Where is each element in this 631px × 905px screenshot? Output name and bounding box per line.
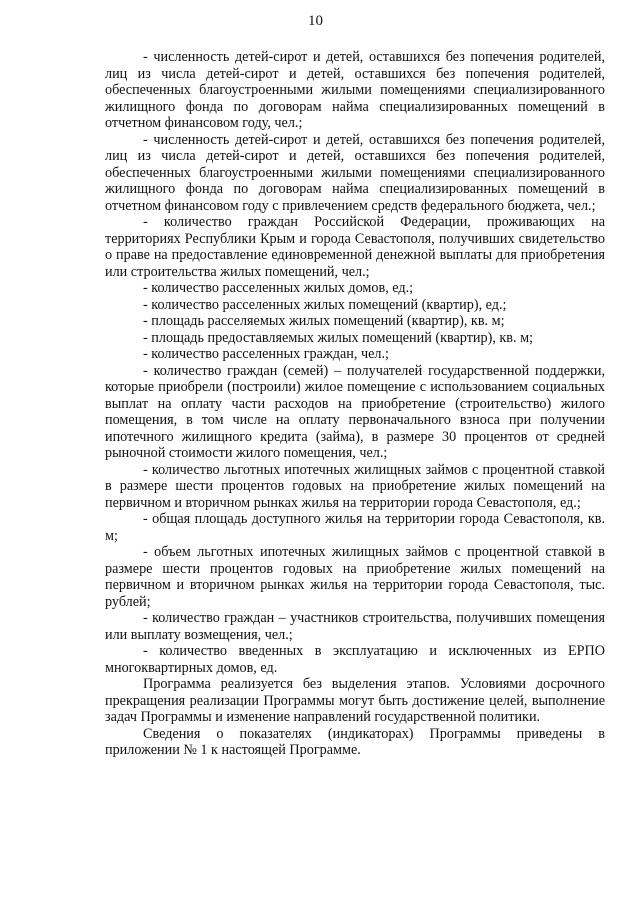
paragraph-mortgage-loans-volume: - объем льготных ипотечных жилищных займов с процентной ставкой в размере шести процентов годовых на приобретение жилых помещений на первичном и вторичном рынках жилья на территории города Севастополя, тыс. рублей; — [105, 544, 605, 610]
document-body — [105, 49, 605, 759]
paragraph-indicators-appendix: Сведения о показателях (индикаторах) Программы приведены в приложении № 1 к настоящей Программе. — [105, 725, 605, 758]
page-number: 10 — [308, 13, 323, 29]
paragraph-mortgage-loans-count: - количество льготных ипотечных жилищных займов с процентной ставкой в размере шести процентов годовых на приобретение жилых помещений на первичном и вторичном рынках жилья на территории города Севастополя, ед.; — [105, 461, 605, 511]
paragraph-resettled-apartments: - количество расселенных жилых помещений (квартир), ед.; — [143, 296, 507, 313]
paragraph-state-support-recipients: - количество граждан (семей) – получателей государственной поддержки, которые приобрели (построили) жилое помещение с использованием социальных выплат на оплату части расходов на приобретение (строительство) жилого помещения, в том числе на оплату первоначального взноса при получении ипотечного жилищного кредита (займа), в размере 30 процентов от средней рыночной стоимости жилого помещения, чел.; — [105, 362, 605, 461]
paragraph-orphans-indicator: - численность детей-сирот и детей, оставшихся без попечения родителей, лиц из числа детей-сирот и детей, оставшихся без попечения родителей, обеспеченных благоустроенными жилыми помещениями специализированного жилищного фонда по договорам найма специализированных помещений в отчетном финансовом году, чел.; — [105, 49, 605, 131]
paragraph-crimea-citizens-indicator: - количество граждан Российской Федерации, проживающих на территориях Республики Крым и города Севастополя, получивших свидетельство о праве на предоставление единовременной денежной выплаты для приобретения или строительства жилых помещений, чел.; — [105, 214, 605, 280]
paragraph-commissioned-buildings: - количество введенных в эксплуатацию и исключенных из ЕРПО многоквартирных домов, ед. — [105, 643, 605, 676]
paragraph-resettled-citizens: - количество расселенных граждан, чел.; — [143, 346, 389, 362]
paragraph-resettled-area: - площадь расселяемых жилых помещений (квартир), кв. м; — [143, 313, 505, 329]
paragraph-provided-area: - площадь предоставляемых жилых помещений (квартир), кв. м; — [143, 329, 534, 346]
paragraph-affordable-housing-area: - общая площадь доступного жилья на территории города Севастополя, кв. м; — [105, 511, 605, 544]
paragraph-orphans-federal-indicator: - численность детей-сирот и детей, оставшихся без попечения родителей, лиц из числа детей-сирот и детей, оставшихся без попечения родителей, обеспеченных благоустроенными жилыми помещениями специализированного жилищного фонда по договорам найма специализированных помещений в отчетном финансовом году с привлечением средств федерального бюджета, чел.; — [105, 131, 605, 214]
paragraph-resettled-houses: - количество расселенных жилых домов, ед.; — [143, 280, 414, 296]
paragraph-construction-participants: - количество граждан – участников строительства, получивших помещения или выплату возмещения, чел.; — [105, 610, 605, 643]
paragraph-program-stages: Программа реализуется без выделения этапов. Условиями досрочного прекращения реализации Программы могут быть достижение целей, выполнение задач Программы и изменение направлений государственной политики. — [105, 676, 605, 725]
